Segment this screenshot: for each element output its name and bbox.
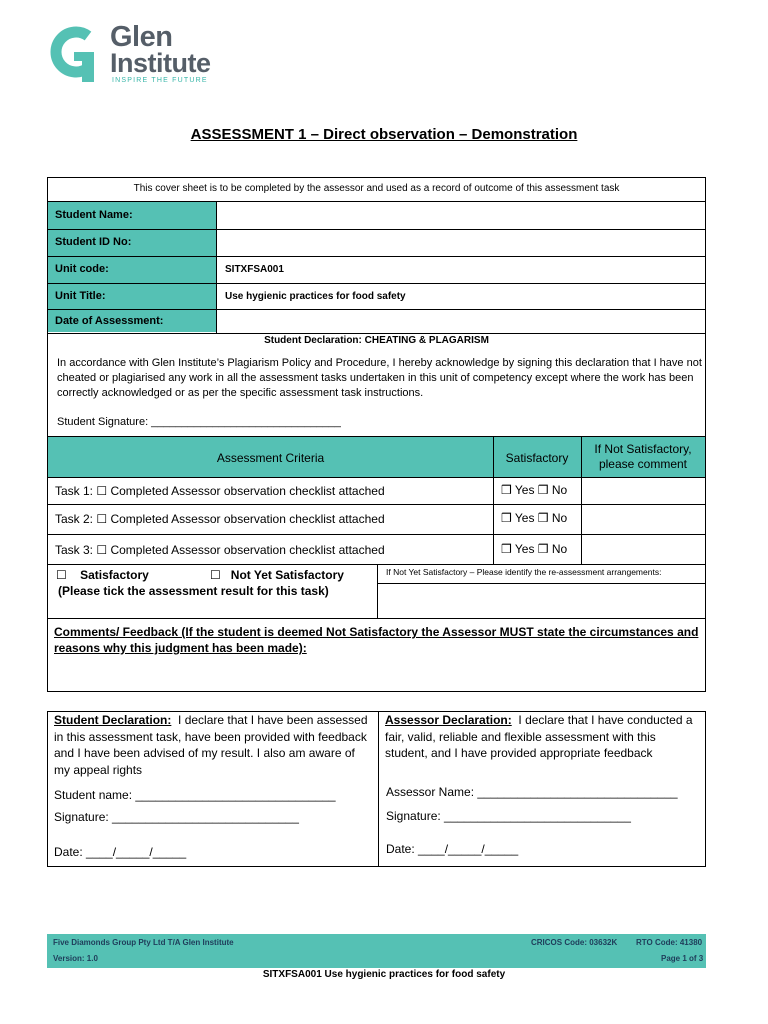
student-decl-date-line[interactable]: Date: ____/_____/_____ [54,845,187,859]
student-declaration-body: I declare that I have been assessed in this assessment task, have been provided with feedback and I have been advised of my result. I also am aware of my appeal rights [54,713,368,777]
task-2-text: Completed Assessor observation checklist attached [110,512,385,526]
glen-institute-logo [48,20,238,84]
task-3-text: Completed Assessor observation checklist attached [110,543,385,557]
student-id-field[interactable] [225,236,695,250]
assessor-name-line[interactable]: Assessor Name: ______________________________ [386,785,678,799]
result-not-yet-label: Not Yet Satisfactory [230,568,344,582]
student-name-label: Student Name: [55,209,133,221]
task-2-satisfactory [501,511,567,525]
task-3-checkbox[interactable]: ☐ [96,543,108,557]
assessor-declaration-body: I declare that I have conducted a fair, valid, reliable and flexible assessment with this student, and I have provided appropriate feedback [385,713,693,760]
assessor-signature-line[interactable]: Signature: ____________________________ [386,809,631,823]
date-of-assessment-field[interactable] [225,315,695,329]
task-2-row [55,512,385,526]
task-3-yes[interactable]: ❒ Yes [501,542,535,556]
logo-word-institute: Institute [110,48,211,78]
student-declaration [54,712,372,778]
header-assessment-criteria: Assessment Criteria [216,451,325,465]
assessor-date-line[interactable]: Date: ____/_____/_____ [386,842,519,856]
result-satisfactory-checkbox[interactable]: ☐ [56,568,67,582]
cover-sheet-table [47,177,706,692]
task-1-checkbox[interactable]: ☐ [96,484,108,498]
task-3-label: Task 3: [55,543,94,557]
footer-company: Five Diamonds Group Pty Ltd T/A Glen Institute [53,938,234,947]
student-signature-line[interactable]: Student Signature: _______________________________ [57,416,341,428]
page-title: ASSESSMENT 1 – Direct observation – Demonstration [190,126,578,143]
result-satisfactory-label: Satisfactory [80,568,149,582]
unit-title-value: Use hygienic practices for food safety [225,291,406,302]
footer-version: Version: 1.0 [53,954,98,963]
task-1-satisfactory [501,483,567,497]
declaration-body: In accordance with Glen Institute’s Plagiarism Policy and Procedure, I hereby acknowledge by signing this declaration that I have not cheated or plagiarised any work in all the assessment tasks undertaken in this unit of competency except where the work has been correctly acknowledged or as per the specific assessment task instructions. [57,357,702,399]
unit-code-label: Unit code: [55,263,109,275]
assessor-declaration-heading: Assessor Declaration: [385,713,512,727]
task-1-no[interactable]: ❒ No [537,483,568,497]
assessor-declaration [385,712,701,762]
unit-title-label: Unit Title: [55,290,106,302]
result-not-yet-option [210,568,344,582]
result-instruction: (Please tick the assessment result for this task) [58,584,329,598]
task-2-yes[interactable]: ❒ Yes [501,511,535,525]
student-name-field[interactable] [225,209,695,223]
footer-unit-title: SITXFSA001 Use hygienic practices for food safety [262,969,506,980]
task-2-no[interactable]: ❒ No [537,511,568,525]
task-1-yes[interactable]: ❒ Yes [501,483,535,497]
result-satisfactory-option [56,568,149,582]
task-2-checkbox[interactable]: ☐ [96,512,108,526]
task-3-satisfactory [501,542,567,556]
task-1-row [55,484,385,498]
task-3-row [55,543,385,557]
task-3-no[interactable]: ❒ No [537,542,568,556]
student-declaration-heading: Student Declaration: [54,713,172,727]
task-2-label: Task 2: [55,512,94,526]
task-1-label: Task 1: [55,484,94,498]
footer-bar [47,934,706,968]
logo-tagline: INSPIRE THE FUTURE [112,77,208,84]
comments-field[interactable] [54,660,699,688]
header-not-satisfactory: If Not Satisfactory, please comment [594,442,692,471]
student-id-label: Student ID No: [55,236,132,248]
unit-code-value: SITXFSA001 [225,264,284,275]
student-name-line[interactable]: Student name: ______________________________ [54,788,336,802]
footer-page: Page 1 of 3 [661,954,704,963]
student-decl-signature-line[interactable]: Signature: ____________________________ [54,810,299,824]
reassessment-label: If Not Yet Satisfactory – Please identify the re-assessment arrangements: [386,567,662,577]
logo-word-glen: Glen [110,21,173,53]
logo-g-icon [48,22,110,84]
date-of-assessment-label: Date of Assessment: [55,315,164,327]
cover-note: This cover sheet is to be completed by the assessor and used as a record of outcome of this assessment task [133,183,620,194]
declaration-heading: Student Declaration: CHEATING & PLAGARISM [264,335,489,346]
result-not-yet-checkbox[interactable]: ☐ [210,568,221,582]
comments-label: Comments/ Feedback (If the student is deemed Not Satisfactory the Assessor MUST state the circumstances and reasons why this judgment has been made): [54,625,699,655]
declarations-table [47,711,706,867]
footer-cricos: CRICOS Code: 03632K [531,938,618,947]
task-1-text: Completed Assessor observation checklist attached [110,484,385,498]
footer-rto: RTO Code: 41380 [636,938,703,947]
header-satisfactory: Satisfactory [505,451,569,465]
reassessment-field[interactable] [382,589,700,611]
